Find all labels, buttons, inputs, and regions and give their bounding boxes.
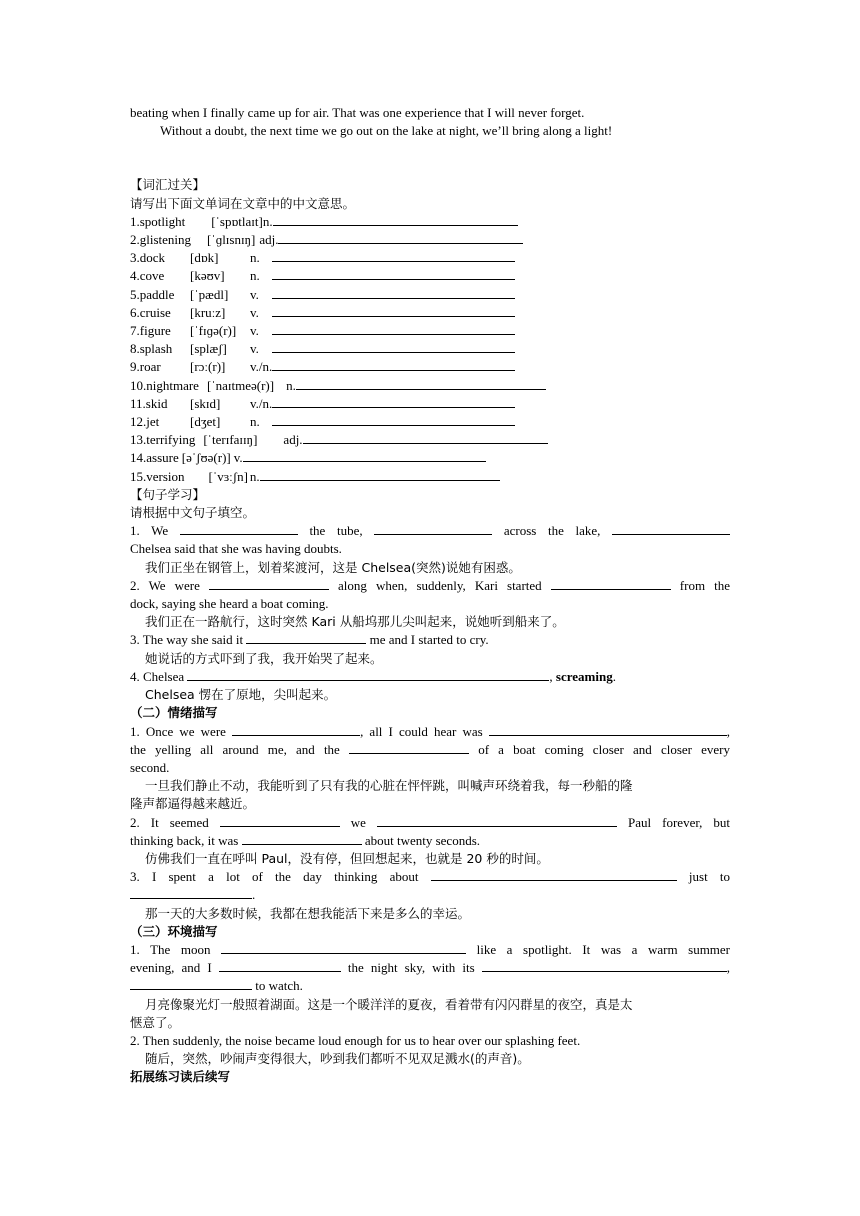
emotion-1-line-1: 1. Once we were , all I could hear was , — [130, 723, 731, 739]
answer-blank[interactable] — [551, 577, 671, 590]
vocab-item: 8.splash [splæʃ] v. — [130, 340, 515, 358]
answer-blank[interactable] — [489, 723, 727, 736]
emotion-3-translation: 那一天的大多数时候，我都在想我能活下来是多么的幸运。 — [145, 905, 471, 921]
sentence-4-translation: Chelsea 愣在了原地，尖叫起来。 — [145, 687, 337, 703]
vocab-item: 13.terrifying [ˈterɪfaɪɪŋ] adj. — [130, 431, 548, 449]
vocab-item: 3.dock [dɒk] n. — [130, 249, 515, 267]
sentence-2-translation: 我们正在一路航行，这时突然 Kari 从船坞那儿尖叫起来，说她听到船来了。 — [145, 614, 565, 630]
sentence-3: 3. The way she said it me and I started to cry. — [130, 632, 489, 648]
emotion-1-translation: 一旦我们静止不动，我能听到了只有我的心脏在怦怦跳，叫喊声环绕着我，每一秒船的隆 — [145, 778, 633, 794]
answer-blank[interactable] — [273, 213, 518, 226]
answer-blank[interactable] — [272, 322, 515, 335]
emotion-2-translation: 仿佛我们一直在呼叫 Paul，没有停，但回想起来，也就是 20 秒的时间。 — [145, 850, 549, 866]
answer-blank[interactable] — [278, 231, 523, 244]
answer-blank[interactable] — [272, 413, 515, 426]
sentence-heading: 【句子学习】 — [130, 486, 206, 502]
vocab-item: 12.jet [dʒet] n. — [130, 413, 515, 431]
answer-blank[interactable] — [377, 814, 617, 827]
emotion-heading: （二）情绪描写 — [130, 705, 218, 721]
passage-line-1: beating when I finally came up for air. That was one experience that I will never forget. — [130, 105, 585, 120]
answer-blank[interactable] — [374, 522, 492, 535]
answer-blank[interactable] — [272, 340, 515, 353]
vocab-item: 14.assure [əˈʃʊə(r)] v. — [130, 449, 486, 467]
emotion-1-line-2: the yelling all around me, and the of a boat coming closer and closer every — [130, 741, 731, 757]
answer-blank[interactable] — [303, 431, 548, 444]
answer-blank[interactable] — [209, 577, 329, 590]
vocab-item: 1.spotlight [ˈspɒtlaɪt] n. — [130, 213, 518, 231]
vocab-item: 4.cove [kəʊv] n. — [130, 267, 515, 285]
answer-blank[interactable] — [272, 286, 515, 299]
answer-blank[interactable] — [232, 723, 360, 736]
vocab-heading: 【词汇过关】 — [130, 177, 206, 193]
answer-blank[interactable] — [242, 832, 362, 845]
environment-1-line-2: evening, and I the night sky, with its , — [130, 960, 731, 976]
answer-blank[interactable] — [272, 267, 515, 280]
sentence-3-translation: 她说话的方式吓到了我，我开始哭了起来。 — [145, 650, 383, 666]
answer-blank[interactable] — [246, 631, 366, 644]
answer-blank[interactable] — [272, 395, 515, 408]
sentence-1-translation: 我们正坐在钢管上，划着桨渡河，这是 Chelsea(突然)说她有困惑。 — [145, 559, 521, 575]
answer-blank[interactable] — [260, 468, 500, 481]
vocab-item: 15.version [ˈvɜːʃn] n. — [130, 468, 500, 486]
vocab-item: 9.roar [rɔː(r)] v./n. — [130, 358, 515, 376]
vocab-item: 10.nightmare [ˈnaɪtmeə(r)] n. — [130, 377, 546, 395]
answer-blank[interactable] — [296, 377, 546, 390]
answer-blank[interactable] — [272, 304, 515, 317]
answer-blank[interactable] — [272, 249, 515, 262]
passage-line-2: Without a doubt, the next time we go out on the lake at night, we’ll bring along a light! — [160, 123, 613, 139]
answer-blank[interactable] — [482, 959, 727, 972]
environment-heading: （三）环境描写 — [130, 923, 218, 939]
answer-blank[interactable] — [130, 886, 252, 899]
answer-blank[interactable] — [220, 814, 340, 827]
answer-blank[interactable] — [431, 868, 677, 881]
answer-blank[interactable] — [612, 522, 730, 535]
worksheet-page: beating when I finally came up for air. That was one experience that I will never forget. Without a doubt, the next time we go out on the lake at night, we’ll bring along a light! 【词汇过关】 请写出下面文单词在文章中的中文意思。 1.spotlight [ˈspɒtlaɪt] n. 2.glistening [ˈɡlɪsnɪŋ] adj. 3.dock [dɒk] n. 4.cove [kəʊv] n. 5.paddle [ˈpædl] v. 6.cruise [kruːz] v. 7.figure [ˈfɪɡə(r)] v. 8.splash [splæʃ] v. 9.roar [rɔː(r)] v./n. 10.nightmare [ˈnaɪtmeə(r)] n. 11.skid [skɪd] v./n. 12.jet [dʒet] n. 13.terrifying [ˈterɪfaɪɪŋ] adj. 14.assure [əˈʃʊə(r)] v. 15.version [ˈvɜːʃn] n. 【句子学习】 请根据中文句子填空。 1. We the tube, across the lake, Chelsea said that she was having doubts. 我们正坐在钢管上，划着桨渡河，这是 Chelsea(突然)说她有困惑。 2. We were along when, suddenly, Kari started from the dock, saying she heard a boat coming. 我们正在一路航行，这时突然 Kari 从船坞那儿尖叫起来，说她听到船来了。 3. The way she said it me and I started to cry. 她说话的方式吓到了我，我开始哭了起来。 4. Chelsea , screaming. Chelsea 愣在了原地，尖叫起来。 （二）情绪描写 1. Once we were , all I could hear was , the yelling all around me, and the of a boat coming closer and closer every second. 一旦我们静止不动，我能听到了只有我的心脏在怦怦跳，叫喊声环绕着我，每一秒船的隆 隆声都逼得越来越近。 2. It seemed we Paul forever, but thinking back, it was about twenty seconds. 仿佛我们一直在呼叫 Paul，没有停，但回想起来，也就是 20 秒的时间。 3. I spent a lot of the day thinking about just to . 那一天的大多数时候，我都在想我能活下来是多么的幸运。 （三）环境描写 1. The moon like a spotlight. It was a warm summer evening, and I the night sky, with its , to watch. 月亮像聚光灯一般照着湖面。这是一个暖洋洋的夏夜，看着带有闪闪群星的夜空，真是太 惬意了。 2. Then suddenly, the noise became loud enough for us to hear over our splashing feet. 随后，突然，吵闹声变得很大，吵到我们都听不见双足溅水(的声音)。 拓展练习读后续写 — [130, 104, 730, 1087]
vocab-item: 2.glistening [ˈɡlɪsnɪŋ] adj. — [130, 231, 523, 249]
sentence-4: 4. Chelsea , screaming. — [130, 668, 616, 684]
emotion-2-line-1: 2. It seemed we Paul forever, but — [130, 814, 731, 830]
environment-1-translation: 月亮像聚光灯一般照着湖面。这是一个暖洋洋的夏夜，看着带有闪闪群星的夜空，真是太 — [145, 996, 633, 1012]
vocab-list — [130, 213, 518, 231]
answer-blank[interactable] — [130, 977, 252, 990]
sentence-instruction: 请根据中文句子填空。 — [130, 505, 256, 521]
vocab-item: 11.skid [skɪd] v./n. — [130, 395, 515, 413]
answer-blank[interactable] — [272, 358, 515, 371]
final-heading: 拓展练习读后续写 — [130, 1069, 231, 1085]
answer-blank[interactable] — [221, 941, 466, 954]
vocab-instruction: 请写出下面文单词在文章中的中文意思。 — [130, 195, 356, 211]
environment-2-translation: 随后，突然，吵闹声变得很大，吵到我们都听不见双足溅水(的声音)。 — [145, 1051, 530, 1067]
environment-2: 2. Then suddenly, the noise became loud enough for us to hear over our splashing feet. — [130, 1032, 581, 1048]
sentence-1: 1. We the tube, across the lake, — [130, 522, 730, 540]
answer-blank[interactable] — [349, 741, 469, 754]
emotion-3-line-1: 3. I spent a lot of the day thinking about just to — [130, 869, 730, 885]
environment-1-line-1: 1. The moon like a spotlight. It was a warm summer — [130, 941, 731, 957]
vocab-item: 5.paddle [ˈpædl] v. — [130, 286, 515, 304]
answer-blank[interactable] — [243, 449, 486, 462]
answer-blank[interactable] — [180, 522, 298, 535]
emotion-2-line-2: thinking back, it was about twenty seconds. — [130, 832, 480, 848]
answer-blank[interactable] — [187, 668, 549, 681]
vocab-item: 7.figure [ˈfɪɡə(r)] v. — [130, 322, 515, 340]
vocab-item: 6.cruise [kruːz] v. — [130, 304, 515, 322]
sentence-2: 2. We were along when, suddenly, Kari started from the — [130, 577, 731, 593]
answer-blank[interactable] — [219, 959, 341, 972]
